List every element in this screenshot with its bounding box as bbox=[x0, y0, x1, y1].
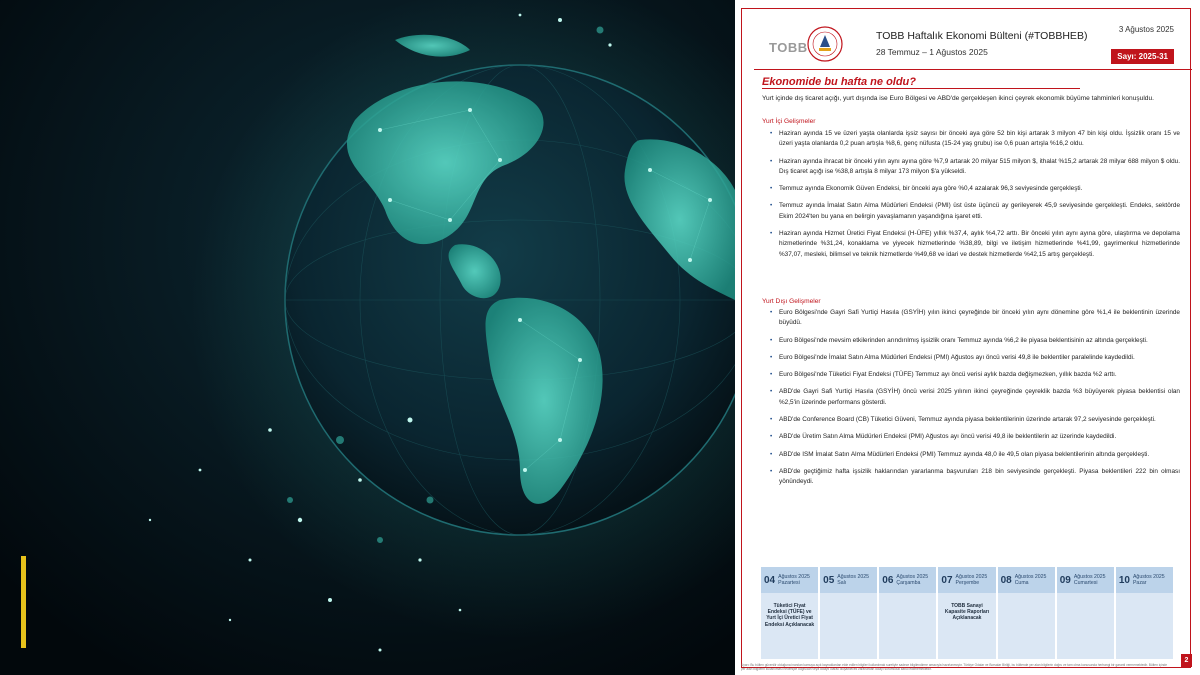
list-item: • Temmuz ayında İmalat Satın Alma Müdürleri Endeksi (PMI) üst üste üçüncü ay gerileyerek 45,9 seviyesinde gerçekleşti. Endeks, sektörde Ekim 2024'ten bu yana en belirgin yavaşlamanın yaşandığına işaret etti. bbox=[770, 201, 1180, 222]
day-weekday: Perşembe bbox=[955, 580, 980, 586]
publish-date: 3 Ağustos 2025 bbox=[1118, 25, 1174, 34]
day-month: Ağustos 2025 bbox=[1073, 573, 1106, 580]
calendar-day bbox=[1116, 567, 1173, 659]
list-item: • Haziran ayında ihracat bir önceki yılın aynı ayına göre %7,9 artarak 20 milyar 515 milyon $, ithalat %15,2 artarak 28 milyar 688 milyon $ oldu. Dış ticaret açığı ise %38,8 artışla 8 milyar 173 milyon $'a yükseldi. bbox=[770, 157, 1180, 178]
domestic-heading: Yurt İçi Gelişmeler bbox=[762, 118, 816, 125]
list-item: • ABD'de Gayri Safi Yurtiçi Hasıla (GSYİH) öncü verisi 2025 yılının ikinci çeyreğinde çeyreklik bazda %3 büyüyerek piyasa beklentisi olan %2,5'in üzerinde performans gösterdi. bbox=[770, 387, 1180, 408]
domestic-list bbox=[770, 129, 1180, 267]
day-weekday: Cumartesi bbox=[1073, 580, 1098, 586]
day-event: TOBB Sanayi Kapasite Raporları Açıklanacak bbox=[944, 603, 990, 622]
day-weekday: Cuma bbox=[1014, 580, 1029, 586]
day-number: 08 bbox=[1000, 574, 1012, 586]
intro-paragraph: Yurt içinde dış ticaret açığı, yurt dışında ise Euro Bölgesi ve ABD'de gerçekleşen ikinci çeyrek ekonomik büyüme tahminleri konuşuldu. bbox=[762, 95, 1154, 102]
day-month: Ağustos 2025 bbox=[778, 573, 810, 580]
day-weekday: Pazartesi bbox=[778, 580, 800, 586]
list-item: • ABD'de Conference Board (CB) Tüketici Güveni, Temmuz ayında piyasa beklentilerinin üzerinde artarak 97,2 seviyesinde gerçekleşti. bbox=[770, 415, 1180, 425]
calendar-day bbox=[820, 567, 877, 659]
day-month: Ağustos 2025 bbox=[896, 573, 929, 580]
page-number: 2 bbox=[1181, 654, 1192, 667]
bulletin-page bbox=[735, 0, 1200, 675]
day-number: 05 bbox=[823, 574, 835, 586]
calendar-day bbox=[938, 567, 995, 659]
foreign-heading: Yurt Dışı Gelişmeler bbox=[762, 298, 821, 305]
calendar-day bbox=[879, 567, 936, 659]
foreign-list bbox=[770, 308, 1180, 495]
tobb-logo-text: TOBB bbox=[769, 40, 808, 55]
day-weekday: Pazar bbox=[1132, 580, 1147, 586]
header-divider bbox=[754, 69, 1192, 70]
list-item: • Euro Bölgesi'nde mevsim etkilerinden arındırılmış işsizlik oranı Temmuz ayında %6,2 ile piyasa beklentisinin az altında gerçekleşti. bbox=[770, 336, 1180, 346]
tobb-seal-icon bbox=[806, 25, 844, 63]
day-weekday: Salı bbox=[837, 580, 847, 586]
bulletin-title: TOBB Haftalık Ekonomi Bülteni (#TOBBHEB) bbox=[876, 30, 1088, 42]
list-item: • ABD'de Üretim Satın Alma Müdürleri Endeksi (PMI) Ağustos ayı öncü verisi 49,8 ile beklentilerin az üzerinde kaydedildi. bbox=[770, 432, 1180, 442]
day-event: Tüketici Fiyat Endeksi (TÜFE) ve Yurt İçi Üretici Fiyat Endeksi Açıklanacak bbox=[764, 603, 815, 628]
list-item: • Temmuz ayında Ekonomik Güven Endeksi, bir önceki aya göre %0,4 azalarak 96,3 seviyesinde gerçekleşti. bbox=[770, 184, 1180, 194]
bulletin-period: 28 Temmuz – 1 Ağustos 2025 bbox=[876, 47, 988, 57]
list-item: • Haziran ayında Hizmet Üretici Fiyat Endeksi (H-ÜFE) yıllık %37,4, aylık %4,72 arttı. Bir önceki yılın aynı ayına göre, ulaştırma ve depolama hizmetlerinde %31,24, konaklama ve yiyecek hizmetlerinde %38,89, bilgi ve iletişim hizmetlerinde %41,99, gayrimenkul hizmetlerinde %37,07, mesleki, bilimsel ve teknik hizmetlerde %49,68 ve idari ve destek hizmetlerde %42,15 artış gerçekleşti. bbox=[770, 229, 1180, 260]
list-item: • ABD'de ISM İmalat Satın Alma Müdürleri Endeksi (PMI) Temmuz ayında 48,0 ile 49,5 olan piyasa beklentilerinin altında gerçekleşti. bbox=[770, 450, 1180, 460]
day-weekday: Çarşamba bbox=[896, 580, 921, 586]
day-month: Ağustos 2025 bbox=[1014, 573, 1047, 580]
day-number: 09 bbox=[1059, 574, 1071, 586]
weekly-calendar bbox=[761, 567, 1173, 659]
day-number: 07 bbox=[941, 574, 953, 586]
disclaimer: Uyarı: Bu bülten güvenilir olduğuna inanılan kamuya açık kaynaklardan elde edilen bilgileri kullanılmak suretiyle sadece bilgilendirme amacıyla hazırlanmıştır. Türkiye Odalar ve Borsalar Birliği, bu bültende yer alan bilgilerin doğru ve tam olma konusunda herhangi bir garanti vermemektedir. Bülten içinde yer alan bilgilerin kullanılması nedeniyle doğrudan veya dolaylı olarak oluşabilecek zararlardan dolayı sorumluluk kabul edilmemektedir. bbox=[741, 663, 1168, 671]
list-item: • Euro Bölgesi'nde Tüketici Fiyat Endeksi (TÜFE) Temmuz ayı öncü verisi aylık bazda değişmezken, yıllık bazda %2 arttı. bbox=[770, 370, 1180, 380]
day-month: Ağustos 2025 bbox=[955, 573, 988, 580]
list-item: • ABD'de geçtiğimiz hafta işsizlik haklarından yararlanma başvuruları 218 bin seviyesinde gerçekleşti. Piyasa beklentileri 222 bin olması yönündeydi. bbox=[770, 467, 1180, 488]
list-item: • Euro Bölgesi'nde Gayri Safi Yurtiçi Hasıla (GSYİH) yılın ikinci çeyreğinde bir önceki yılın aynı dönemine göre %1,4 ile beklentinin üzerinde büyüdü. bbox=[770, 308, 1180, 329]
list-item: • Euro Bölgesi'nde İmalat Satın Alma Müdürleri Endeksi (PMI) Ağustos ayı öncü verisi 49,8 ile beklentiler paralelinde kaydedildi. bbox=[770, 353, 1180, 363]
section-divider bbox=[762, 88, 1080, 89]
issue-badge: Sayı: 2025-31 bbox=[1111, 49, 1174, 64]
calendar-day bbox=[761, 567, 818, 659]
day-number: 06 bbox=[882, 574, 894, 586]
section-title: Ekonomide bu hafta ne oldu? bbox=[762, 76, 916, 88]
list-item: • Haziran ayında 15 ve üzeri yaşta olanlarda işsiz sayısı bir önceki aya göre 52 bin kişi artarak 3 milyon 47 bin kişi oldu. İşsizlik oranı 15 ve üzeri yaşta olanlarda 0,2 puan artışla %8,6, genç nüfusta (15-24 yaş grubu) ise 0,6 puan artışla %16,2 oldu. bbox=[770, 129, 1180, 150]
day-number: 04 bbox=[764, 574, 776, 586]
accent-bar bbox=[21, 556, 26, 648]
calendar-day bbox=[1057, 567, 1114, 659]
day-month: Ağustos 2025 bbox=[1132, 573, 1165, 580]
day-month: Ağustos 2025 bbox=[837, 573, 869, 580]
day-number: 10 bbox=[1118, 574, 1130, 586]
calendar-day bbox=[998, 567, 1055, 659]
